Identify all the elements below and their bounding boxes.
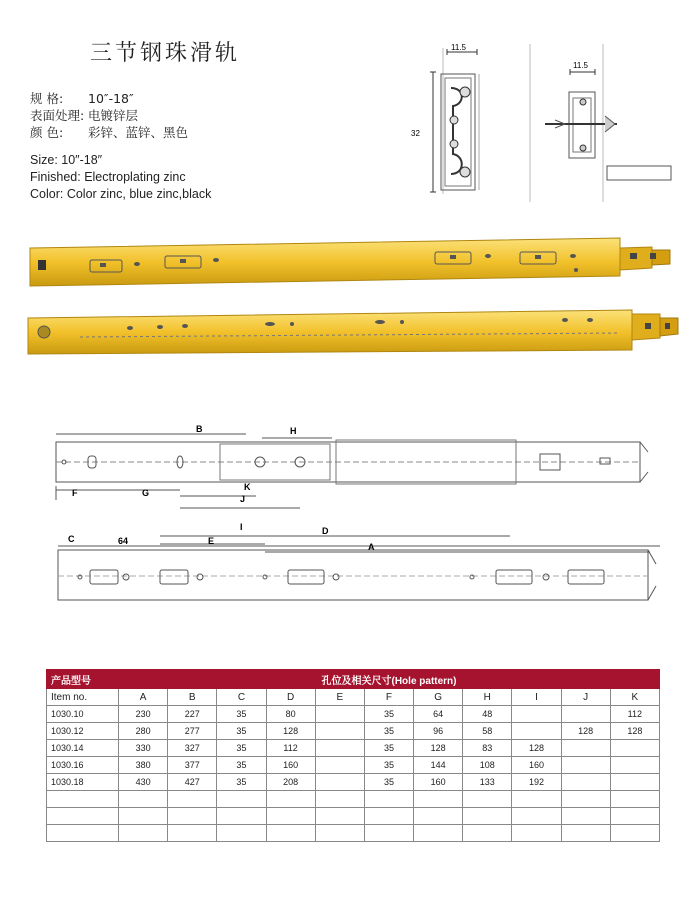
profile-drawings — [405, 44, 695, 204]
table-cell — [414, 808, 463, 825]
table-cell: 35 — [217, 774, 266, 791]
column-header: I — [512, 689, 561, 706]
table-row — [47, 825, 660, 842]
table-cell — [119, 825, 168, 842]
dim-label-64: 64 — [118, 536, 129, 546]
table-cell: 1030.12 — [47, 723, 119, 740]
hole-pattern-table — [46, 669, 660, 842]
table-cell — [168, 791, 217, 808]
spec-size-en: Size: 10″-18″ — [30, 153, 103, 167]
dim-label-f: F — [72, 488, 78, 498]
table-cell — [561, 825, 610, 842]
table-cell — [266, 808, 315, 825]
column-header: H — [463, 689, 512, 706]
dim-height-left: 32 — [411, 129, 420, 138]
table-cell — [512, 808, 561, 825]
table-cell — [561, 740, 610, 757]
drawing-hole-pattern-top — [40, 420, 670, 515]
table-column-headers — [47, 689, 660, 706]
table-cell: 192 — [512, 774, 561, 791]
spec-label: 规 格: — [30, 91, 64, 106]
table-cell: 280 — [119, 723, 168, 740]
spec-label: 表面处理: — [30, 108, 85, 123]
dim-label-e: E — [208, 536, 215, 546]
table-cell — [561, 774, 610, 791]
table-body — [47, 706, 660, 842]
table-cell — [561, 706, 610, 723]
table-cell — [414, 825, 463, 842]
table-cell — [610, 825, 659, 842]
column-header: J — [561, 689, 610, 706]
table-cell: 160 — [512, 757, 561, 774]
table-cell: 160 — [266, 757, 315, 774]
table-cell: 380 — [119, 757, 168, 774]
table-cell: 277 — [168, 723, 217, 740]
table-cell: 35 — [364, 740, 413, 757]
table-cell — [217, 825, 266, 842]
table-cell: 327 — [168, 740, 217, 757]
table-cell — [119, 791, 168, 808]
table-cell: 128 — [266, 723, 315, 740]
table-cell: 430 — [119, 774, 168, 791]
table-cell — [414, 791, 463, 808]
table-cell: 35 — [364, 757, 413, 774]
dim-label-i: I — [240, 522, 243, 532]
table-cell — [315, 723, 364, 740]
table-cell: 58 — [463, 723, 512, 740]
table-cell — [610, 774, 659, 791]
column-header: D — [266, 689, 315, 706]
table-cell — [561, 791, 610, 808]
spec-size-cn — [30, 89, 134, 107]
table-cell — [315, 808, 364, 825]
dim-label-g: G — [142, 488, 150, 498]
table-cell — [512, 825, 561, 842]
table-cell — [217, 808, 266, 825]
table-cell — [561, 757, 610, 774]
table-cell: 330 — [119, 740, 168, 757]
table-cell: 144 — [414, 757, 463, 774]
table-cell — [561, 808, 610, 825]
table-cell — [512, 723, 561, 740]
table-cell — [610, 808, 659, 825]
table-cell — [315, 757, 364, 774]
table-cell: 160 — [414, 774, 463, 791]
drawing-hole-pattern-bottom — [40, 520, 670, 610]
table-cell — [610, 791, 659, 808]
table-cell — [610, 757, 659, 774]
column-header: G — [414, 689, 463, 706]
spec-finish-cn — [30, 106, 138, 124]
profile-left — [430, 48, 479, 194]
table-cell — [266, 825, 315, 842]
table-cell: 108 — [463, 757, 512, 774]
spec-value: 10″-18″ — [88, 91, 134, 106]
table-cell — [47, 825, 119, 842]
dim-label-a: A — [368, 542, 375, 552]
table-cell: 112 — [266, 740, 315, 757]
table-cell: 133 — [463, 774, 512, 791]
table-cell: 1030.16 — [47, 757, 119, 774]
rail-image-top — [30, 238, 670, 286]
table-cell: 128 — [610, 723, 659, 740]
table-cell: 128 — [414, 740, 463, 757]
spec-value: 彩锌、蓝锌、黑色 — [88, 125, 189, 140]
table-row — [47, 791, 660, 808]
table-cell: 48 — [463, 706, 512, 723]
table-cell — [463, 791, 512, 808]
table-cell: 35 — [217, 740, 266, 757]
table-cell — [364, 825, 413, 842]
table-cell — [315, 774, 364, 791]
table-cell: 64 — [414, 706, 463, 723]
dim-label-h: H — [290, 426, 297, 436]
profile-right — [530, 44, 671, 202]
table-cell: 83 — [463, 740, 512, 757]
table-cell: 128 — [512, 740, 561, 757]
table-cell: 35 — [364, 723, 413, 740]
dim-label-k: K — [244, 482, 251, 492]
table-cell: 35 — [217, 723, 266, 740]
table-cell — [168, 825, 217, 842]
table-cell — [315, 740, 364, 757]
table-cell: 128 — [561, 723, 610, 740]
table-cell: 35 — [364, 706, 413, 723]
table-cell — [364, 808, 413, 825]
column-header: F — [364, 689, 413, 706]
column-header: K — [610, 689, 659, 706]
page-title: 三节钢珠滑轨 — [90, 41, 241, 66]
table-cell — [463, 825, 512, 842]
spec-finish-en: Finished: Electroplating zinc — [30, 170, 186, 184]
table-cell — [119, 808, 168, 825]
table-cell — [315, 825, 364, 842]
table-cell: 208 — [266, 774, 315, 791]
table-row — [47, 757, 660, 774]
table-header-band — [47, 670, 660, 689]
dim-label-c: C — [68, 534, 75, 544]
table-cell — [47, 808, 119, 825]
table-cell — [315, 706, 364, 723]
table-cell: 230 — [119, 706, 168, 723]
rail-photos — [20, 226, 690, 360]
column-header: Item no. — [47, 689, 119, 706]
table-cell: 377 — [168, 757, 217, 774]
dim-label-j: J — [240, 494, 246, 504]
dim-width-left: 11.5 — [451, 44, 466, 52]
dim-label-d: D — [322, 526, 329, 536]
table-cell: 227 — [168, 706, 217, 723]
table-cell: 112 — [610, 706, 659, 723]
table-cell — [512, 706, 561, 723]
header-hole-pattern: 孔位及相关尺寸(Hole pattern) — [119, 670, 660, 689]
table-cell: 80 — [266, 706, 315, 723]
table-row — [47, 774, 660, 791]
spec-value: 电镀锌层 — [88, 108, 139, 123]
column-header: B — [168, 689, 217, 706]
table-cell — [463, 808, 512, 825]
table-cell: 35 — [217, 757, 266, 774]
table-cell: 35 — [364, 774, 413, 791]
table-cell — [315, 791, 364, 808]
spec-color-cn — [30, 123, 188, 141]
table-cell — [266, 791, 315, 808]
table-cell: 427 — [168, 774, 217, 791]
column-header: A — [119, 689, 168, 706]
header-product: 产品型号 — [47, 670, 119, 689]
table-row — [47, 740, 660, 757]
dim-label-b: B — [196, 424, 203, 434]
table-cell: 35 — [217, 706, 266, 723]
column-header: C — [217, 689, 266, 706]
column-header: E — [315, 689, 364, 706]
table-cell: 1030.14 — [47, 740, 119, 757]
table-cell: 96 — [414, 723, 463, 740]
dim-width-right: 11.5 — [573, 61, 588, 70]
table-cell — [610, 740, 659, 757]
table-cell — [512, 791, 561, 808]
table-cell — [47, 791, 119, 808]
rail-image-bottom — [28, 310, 678, 354]
table-cell: 1030.18 — [47, 774, 119, 791]
table-cell — [217, 791, 266, 808]
table-cell: 1030.10 — [47, 706, 119, 723]
spec-color-en: Color: Color zinc, blue zinc,black — [30, 187, 212, 201]
table-cell — [168, 808, 217, 825]
table-cell — [364, 791, 413, 808]
table-row — [47, 808, 660, 825]
spec-label: 颜 色: — [30, 125, 64, 140]
table-row — [47, 706, 660, 723]
table-row — [47, 723, 660, 740]
